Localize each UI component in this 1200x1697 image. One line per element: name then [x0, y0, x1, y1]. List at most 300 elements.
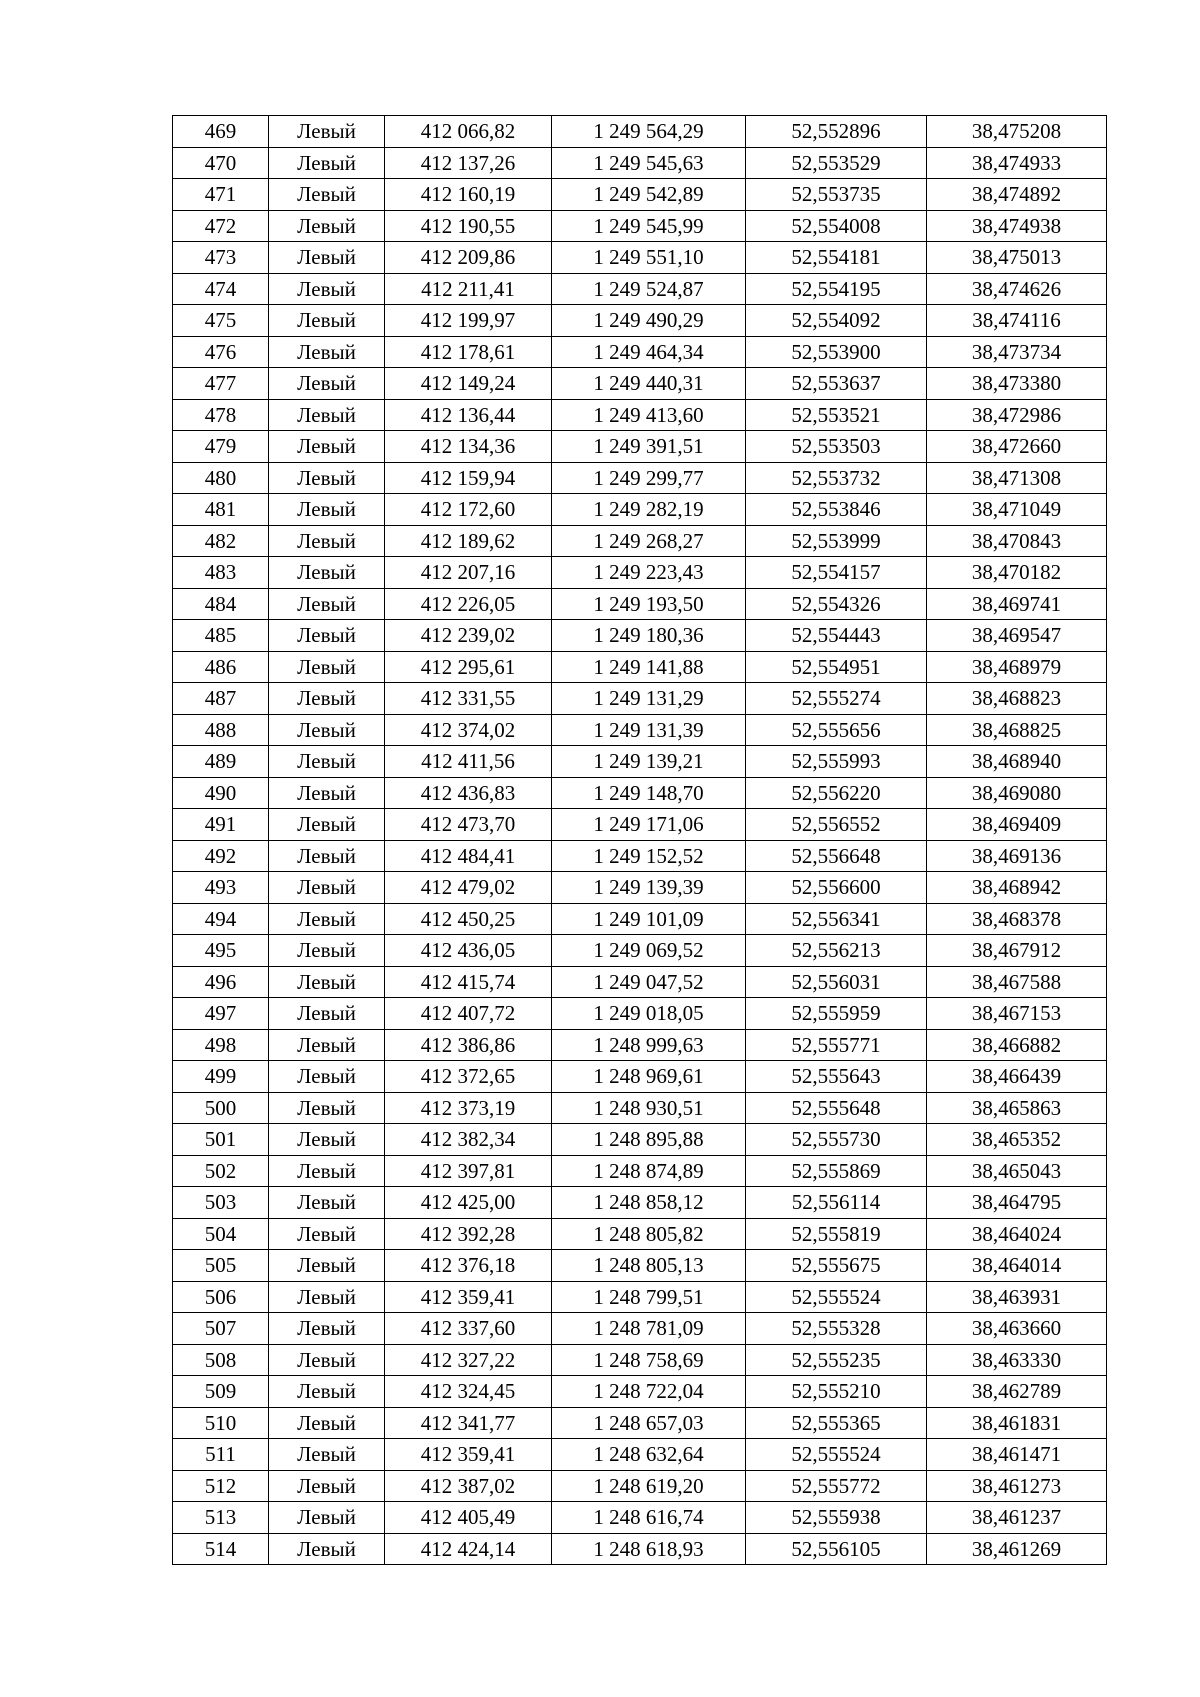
latitude-cell: 52,555675: [746, 1250, 927, 1282]
latitude-cell: 52,556552: [746, 809, 927, 841]
longitude-cell: 38,469547: [927, 620, 1107, 652]
longitude-cell: 38,461831: [927, 1407, 1107, 1439]
y-coordinate-cell: 1 249 131,39: [552, 714, 746, 746]
point-number-cell: 496: [173, 966, 269, 998]
latitude-cell: 52,556213: [746, 935, 927, 967]
point-number-cell: 500: [173, 1092, 269, 1124]
x-coordinate-cell: 412 387,02: [385, 1470, 552, 1502]
side-cell: Левый: [269, 399, 385, 431]
y-coordinate-cell: 1 248 805,13: [552, 1250, 746, 1282]
longitude-cell: 38,463660: [927, 1313, 1107, 1345]
x-coordinate-cell: 412 425,00: [385, 1187, 552, 1219]
longitude-cell: 38,461471: [927, 1439, 1107, 1471]
latitude-cell: 52,555643: [746, 1061, 927, 1093]
coordinates-table-body: [173, 116, 1107, 1565]
x-coordinate-cell: 412 436,83: [385, 777, 552, 809]
longitude-cell: 38,469080: [927, 777, 1107, 809]
y-coordinate-cell: 1 248 969,61: [552, 1061, 746, 1093]
table-row: [173, 273, 1107, 305]
latitude-cell: 52,554951: [746, 651, 927, 683]
longitude-cell: 38,469741: [927, 588, 1107, 620]
point-number-cell: 482: [173, 525, 269, 557]
latitude-cell: 52,556648: [746, 840, 927, 872]
latitude-cell: 52,554326: [746, 588, 927, 620]
latitude-cell: 52,555365: [746, 1407, 927, 1439]
longitude-cell: 38,463330: [927, 1344, 1107, 1376]
y-coordinate-cell: 1 249 542,89: [552, 179, 746, 211]
longitude-cell: 38,472986: [927, 399, 1107, 431]
table-row: [173, 620, 1107, 652]
latitude-cell: 52,554443: [746, 620, 927, 652]
longitude-cell: 38,465863: [927, 1092, 1107, 1124]
y-coordinate-cell: 1 249 171,06: [552, 809, 746, 841]
x-coordinate-cell: 412 331,55: [385, 683, 552, 715]
x-coordinate-cell: 412 373,19: [385, 1092, 552, 1124]
latitude-cell: 52,554181: [746, 242, 927, 274]
y-coordinate-cell: 1 249 551,10: [552, 242, 746, 274]
y-coordinate-cell: 1 248 858,12: [552, 1187, 746, 1219]
longitude-cell: 38,467588: [927, 966, 1107, 998]
table-row: [173, 1533, 1107, 1565]
side-cell: Левый: [269, 998, 385, 1030]
point-number-cell: 487: [173, 683, 269, 715]
latitude-cell: 52,555274: [746, 683, 927, 715]
point-number-cell: 477: [173, 368, 269, 400]
latitude-cell: 52,553529: [746, 147, 927, 179]
y-coordinate-cell: 1 249 148,70: [552, 777, 746, 809]
side-cell: Левый: [269, 777, 385, 809]
y-coordinate-cell: 1 249 545,63: [552, 147, 746, 179]
x-coordinate-cell: 412 136,44: [385, 399, 552, 431]
y-coordinate-cell: 1 248 619,20: [552, 1470, 746, 1502]
table-row: [173, 651, 1107, 683]
table-row: [173, 368, 1107, 400]
latitude-cell: 52,556114: [746, 1187, 927, 1219]
point-number-cell: 510: [173, 1407, 269, 1439]
table-row: [173, 116, 1107, 148]
side-cell: Левый: [269, 336, 385, 368]
longitude-cell: 38,474116: [927, 305, 1107, 337]
point-number-cell: 479: [173, 431, 269, 463]
side-cell: Левый: [269, 1250, 385, 1282]
table-row: [173, 1124, 1107, 1156]
x-coordinate-cell: 412 239,02: [385, 620, 552, 652]
latitude-cell: 52,556105: [746, 1533, 927, 1565]
point-number-cell: 507: [173, 1313, 269, 1345]
x-coordinate-cell: 412 359,41: [385, 1281, 552, 1313]
x-coordinate-cell: 412 159,94: [385, 462, 552, 494]
side-cell: Левый: [269, 746, 385, 778]
point-number-cell: 495: [173, 935, 269, 967]
point-number-cell: 483: [173, 557, 269, 589]
point-number-cell: 474: [173, 273, 269, 305]
x-coordinate-cell: 412 397,81: [385, 1155, 552, 1187]
side-cell: Левый: [269, 116, 385, 148]
longitude-cell: 38,474626: [927, 273, 1107, 305]
table-row: [173, 714, 1107, 746]
longitude-cell: 38,469409: [927, 809, 1107, 841]
x-coordinate-cell: 412 359,41: [385, 1439, 552, 1471]
longitude-cell: 38,465043: [927, 1155, 1107, 1187]
x-coordinate-cell: 412 178,61: [385, 336, 552, 368]
table-row: [173, 1187, 1107, 1219]
longitude-cell: 38,469136: [927, 840, 1107, 872]
point-number-cell: 484: [173, 588, 269, 620]
table-row: [173, 557, 1107, 589]
side-cell: Левый: [269, 809, 385, 841]
point-number-cell: 514: [173, 1533, 269, 1565]
x-coordinate-cell: 412 190,55: [385, 210, 552, 242]
x-coordinate-cell: 412 337,60: [385, 1313, 552, 1345]
point-number-cell: 486: [173, 651, 269, 683]
latitude-cell: 52,554195: [746, 273, 927, 305]
side-cell: Левый: [269, 620, 385, 652]
side-cell: Левый: [269, 147, 385, 179]
latitude-cell: 52,556220: [746, 777, 927, 809]
side-cell: Левый: [269, 1407, 385, 1439]
point-number-cell: 501: [173, 1124, 269, 1156]
x-coordinate-cell: 412 415,74: [385, 966, 552, 998]
longitude-cell: 38,468979: [927, 651, 1107, 683]
x-coordinate-cell: 412 172,60: [385, 494, 552, 526]
y-coordinate-cell: 1 248 895,88: [552, 1124, 746, 1156]
point-number-cell: 504: [173, 1218, 269, 1250]
table-row: [173, 1407, 1107, 1439]
x-coordinate-cell: 412 207,16: [385, 557, 552, 589]
point-number-cell: 509: [173, 1376, 269, 1408]
point-number-cell: 472: [173, 210, 269, 242]
point-number-cell: 513: [173, 1502, 269, 1534]
latitude-cell: 52,553999: [746, 525, 927, 557]
x-coordinate-cell: 412 382,34: [385, 1124, 552, 1156]
side-cell: Левый: [269, 462, 385, 494]
table-row: [173, 1376, 1107, 1408]
y-coordinate-cell: 1 248 632,64: [552, 1439, 746, 1471]
y-coordinate-cell: 1 249 391,51: [552, 431, 746, 463]
latitude-cell: 52,556031: [746, 966, 927, 998]
x-coordinate-cell: 412 324,45: [385, 1376, 552, 1408]
y-coordinate-cell: 1 249 299,77: [552, 462, 746, 494]
side-cell: Левый: [269, 1187, 385, 1219]
table-row: [173, 1061, 1107, 1093]
table-row: [173, 179, 1107, 211]
x-coordinate-cell: 412 450,25: [385, 903, 552, 935]
longitude-cell: 38,474933: [927, 147, 1107, 179]
side-cell: Левый: [269, 1313, 385, 1345]
y-coordinate-cell: 1 248 930,51: [552, 1092, 746, 1124]
longitude-cell: 38,462789: [927, 1376, 1107, 1408]
latitude-cell: 52,555938: [746, 1502, 927, 1534]
point-number-cell: 512: [173, 1470, 269, 1502]
longitude-cell: 38,471049: [927, 494, 1107, 526]
table-row: [173, 777, 1107, 809]
side-cell: Левый: [269, 588, 385, 620]
y-coordinate-cell: 1 249 464,34: [552, 336, 746, 368]
side-cell: Левый: [269, 1376, 385, 1408]
point-number-cell: 491: [173, 809, 269, 841]
longitude-cell: 38,474892: [927, 179, 1107, 211]
x-coordinate-cell: 412 137,26: [385, 147, 552, 179]
x-coordinate-cell: 412 411,56: [385, 746, 552, 778]
side-cell: Левый: [269, 872, 385, 904]
x-coordinate-cell: 412 386,86: [385, 1029, 552, 1061]
side-cell: Левый: [269, 1124, 385, 1156]
table-row: [173, 1155, 1107, 1187]
side-cell: Левый: [269, 840, 385, 872]
y-coordinate-cell: 1 249 413,60: [552, 399, 746, 431]
y-coordinate-cell: 1 249 223,43: [552, 557, 746, 589]
longitude-cell: 38,466882: [927, 1029, 1107, 1061]
latitude-cell: 52,552896: [746, 116, 927, 148]
point-number-cell: 480: [173, 462, 269, 494]
point-number-cell: 469: [173, 116, 269, 148]
side-cell: Левый: [269, 651, 385, 683]
table-row: [173, 1439, 1107, 1471]
point-number-cell: 494: [173, 903, 269, 935]
point-number-cell: 502: [173, 1155, 269, 1187]
x-coordinate-cell: 412 436,05: [385, 935, 552, 967]
side-cell: Левый: [269, 1281, 385, 1313]
y-coordinate-cell: 1 249 268,27: [552, 525, 746, 557]
x-coordinate-cell: 412 372,65: [385, 1061, 552, 1093]
latitude-cell: 52,555648: [746, 1092, 927, 1124]
longitude-cell: 38,461237: [927, 1502, 1107, 1534]
point-number-cell: 481: [173, 494, 269, 526]
latitude-cell: 52,555524: [746, 1439, 927, 1471]
longitude-cell: 38,466439: [927, 1061, 1107, 1093]
side-cell: Левый: [269, 903, 385, 935]
table-row: [173, 966, 1107, 998]
latitude-cell: 52,553735: [746, 179, 927, 211]
latitude-cell: 52,555524: [746, 1281, 927, 1313]
table-row: [173, 683, 1107, 715]
y-coordinate-cell: 1 248 657,03: [552, 1407, 746, 1439]
longitude-cell: 38,472660: [927, 431, 1107, 463]
longitude-cell: 38,474938: [927, 210, 1107, 242]
point-number-cell: 471: [173, 179, 269, 211]
x-coordinate-cell: 412 484,41: [385, 840, 552, 872]
x-coordinate-cell: 412 341,77: [385, 1407, 552, 1439]
point-number-cell: 508: [173, 1344, 269, 1376]
y-coordinate-cell: 1 249 139,21: [552, 746, 746, 778]
y-coordinate-cell: 1 249 490,29: [552, 305, 746, 337]
y-coordinate-cell: 1 248 874,89: [552, 1155, 746, 1187]
x-coordinate-cell: 412 327,22: [385, 1344, 552, 1376]
latitude-cell: 52,555959: [746, 998, 927, 1030]
latitude-cell: 52,555869: [746, 1155, 927, 1187]
table-row: [173, 809, 1107, 841]
point-number-cell: 492: [173, 840, 269, 872]
point-number-cell: 489: [173, 746, 269, 778]
longitude-cell: 38,468940: [927, 746, 1107, 778]
table-row: [173, 242, 1107, 274]
longitude-cell: 38,464795: [927, 1187, 1107, 1219]
side-cell: Левый: [269, 1344, 385, 1376]
x-coordinate-cell: 412 407,72: [385, 998, 552, 1030]
y-coordinate-cell: 1 249 193,50: [552, 588, 746, 620]
latitude-cell: 52,555993: [746, 746, 927, 778]
table-row: [173, 840, 1107, 872]
side-cell: Левый: [269, 210, 385, 242]
x-coordinate-cell: 412 199,97: [385, 305, 552, 337]
y-coordinate-cell: 1 248 999,63: [552, 1029, 746, 1061]
table-row: [173, 494, 1107, 526]
side-cell: Левый: [269, 242, 385, 274]
y-coordinate-cell: 1 249 152,52: [552, 840, 746, 872]
x-coordinate-cell: 412 189,62: [385, 525, 552, 557]
table-row: [173, 1502, 1107, 1534]
table-row: [173, 525, 1107, 557]
table-row: [173, 462, 1107, 494]
x-coordinate-cell: 412 209,86: [385, 242, 552, 274]
coordinates-table: [172, 115, 1107, 1565]
table-row: [173, 1092, 1107, 1124]
latitude-cell: 52,555235: [746, 1344, 927, 1376]
longitude-cell: 38,475208: [927, 116, 1107, 148]
y-coordinate-cell: 1 249 131,29: [552, 683, 746, 715]
y-coordinate-cell: 1 249 282,19: [552, 494, 746, 526]
x-coordinate-cell: 412 374,02: [385, 714, 552, 746]
longitude-cell: 38,473734: [927, 336, 1107, 368]
longitude-cell: 38,468378: [927, 903, 1107, 935]
table-row: [173, 1281, 1107, 1313]
latitude-cell: 52,553900: [746, 336, 927, 368]
longitude-cell: 38,473380: [927, 368, 1107, 400]
x-coordinate-cell: 412 226,05: [385, 588, 552, 620]
point-number-cell: 473: [173, 242, 269, 274]
x-coordinate-cell: 412 066,82: [385, 116, 552, 148]
y-coordinate-cell: 1 249 564,29: [552, 116, 746, 148]
latitude-cell: 52,555771: [746, 1029, 927, 1061]
point-number-cell: 476: [173, 336, 269, 368]
longitude-cell: 38,470843: [927, 525, 1107, 557]
latitude-cell: 52,554157: [746, 557, 927, 589]
point-number-cell: 490: [173, 777, 269, 809]
point-number-cell: 497: [173, 998, 269, 1030]
point-number-cell: 498: [173, 1029, 269, 1061]
latitude-cell: 52,554092: [746, 305, 927, 337]
longitude-cell: 38,475013: [927, 242, 1107, 274]
latitude-cell: 52,555328: [746, 1313, 927, 1345]
longitude-cell: 38,461273: [927, 1470, 1107, 1502]
longitude-cell: 38,470182: [927, 557, 1107, 589]
latitude-cell: 52,555819: [746, 1218, 927, 1250]
side-cell: Левый: [269, 494, 385, 526]
side-cell: Левый: [269, 1439, 385, 1471]
y-coordinate-cell: 1 249 101,09: [552, 903, 746, 935]
point-number-cell: 499: [173, 1061, 269, 1093]
point-number-cell: 511: [173, 1439, 269, 1471]
side-cell: Левый: [269, 1029, 385, 1061]
latitude-cell: 52,556600: [746, 872, 927, 904]
y-coordinate-cell: 1 248 805,82: [552, 1218, 746, 1250]
side-cell: Левый: [269, 935, 385, 967]
table-row: [173, 1470, 1107, 1502]
point-number-cell: 503: [173, 1187, 269, 1219]
y-coordinate-cell: 1 249 141,88: [552, 651, 746, 683]
longitude-cell: 38,465352: [927, 1124, 1107, 1156]
longitude-cell: 38,463931: [927, 1281, 1107, 1313]
table-row: [173, 305, 1107, 337]
latitude-cell: 52,553637: [746, 368, 927, 400]
longitude-cell: 38,467153: [927, 998, 1107, 1030]
latitude-cell: 52,553732: [746, 462, 927, 494]
side-cell: Левый: [269, 525, 385, 557]
table-row: [173, 1218, 1107, 1250]
side-cell: Левый: [269, 683, 385, 715]
latitude-cell: 52,556341: [746, 903, 927, 935]
point-number-cell: 475: [173, 305, 269, 337]
longitude-cell: 38,467912: [927, 935, 1107, 967]
table-row: [173, 1344, 1107, 1376]
x-coordinate-cell: 412 376,18: [385, 1250, 552, 1282]
point-number-cell: 505: [173, 1250, 269, 1282]
table-row: [173, 1313, 1107, 1345]
point-number-cell: 470: [173, 147, 269, 179]
longitude-cell: 38,468942: [927, 872, 1107, 904]
side-cell: Левый: [269, 431, 385, 463]
side-cell: Левый: [269, 273, 385, 305]
y-coordinate-cell: 1 248 758,69: [552, 1344, 746, 1376]
side-cell: Левый: [269, 557, 385, 589]
y-coordinate-cell: 1 249 018,05: [552, 998, 746, 1030]
latitude-cell: 52,553846: [746, 494, 927, 526]
table-row: [173, 1250, 1107, 1282]
latitude-cell: 52,555656: [746, 714, 927, 746]
y-coordinate-cell: 1 249 545,99: [552, 210, 746, 242]
side-cell: Левый: [269, 305, 385, 337]
longitude-cell: 38,468823: [927, 683, 1107, 715]
table-row: [173, 935, 1107, 967]
y-coordinate-cell: 1 249 069,52: [552, 935, 746, 967]
point-number-cell: 493: [173, 872, 269, 904]
side-cell: Левый: [269, 1155, 385, 1187]
table-row: [173, 336, 1107, 368]
side-cell: Левый: [269, 966, 385, 998]
latitude-cell: 52,555730: [746, 1124, 927, 1156]
x-coordinate-cell: 412 479,02: [385, 872, 552, 904]
y-coordinate-cell: 1 249 440,31: [552, 368, 746, 400]
longitude-cell: 38,468825: [927, 714, 1107, 746]
table-row: [173, 210, 1107, 242]
x-coordinate-cell: 412 424,14: [385, 1533, 552, 1565]
table-row: [173, 588, 1107, 620]
latitude-cell: 52,553521: [746, 399, 927, 431]
x-coordinate-cell: 412 295,61: [385, 651, 552, 683]
table-row: [173, 903, 1107, 935]
table-row: [173, 746, 1107, 778]
side-cell: Левый: [269, 1092, 385, 1124]
side-cell: Левый: [269, 1533, 385, 1565]
y-coordinate-cell: 1 249 139,39: [552, 872, 746, 904]
table-row: [173, 1029, 1107, 1061]
longitude-cell: 38,464014: [927, 1250, 1107, 1282]
point-number-cell: 485: [173, 620, 269, 652]
longitude-cell: 38,471308: [927, 462, 1107, 494]
y-coordinate-cell: 1 248 799,51: [552, 1281, 746, 1313]
table-row: [173, 147, 1107, 179]
y-coordinate-cell: 1 248 722,04: [552, 1376, 746, 1408]
side-cell: Левый: [269, 1061, 385, 1093]
table-row: [173, 998, 1107, 1030]
y-coordinate-cell: 1 248 781,09: [552, 1313, 746, 1345]
y-coordinate-cell: 1 249 047,52: [552, 966, 746, 998]
x-coordinate-cell: 412 473,70: [385, 809, 552, 841]
y-coordinate-cell: 1 249 180,36: [552, 620, 746, 652]
side-cell: Левый: [269, 1218, 385, 1250]
table-row: [173, 872, 1107, 904]
y-coordinate-cell: 1 248 618,93: [552, 1533, 746, 1565]
